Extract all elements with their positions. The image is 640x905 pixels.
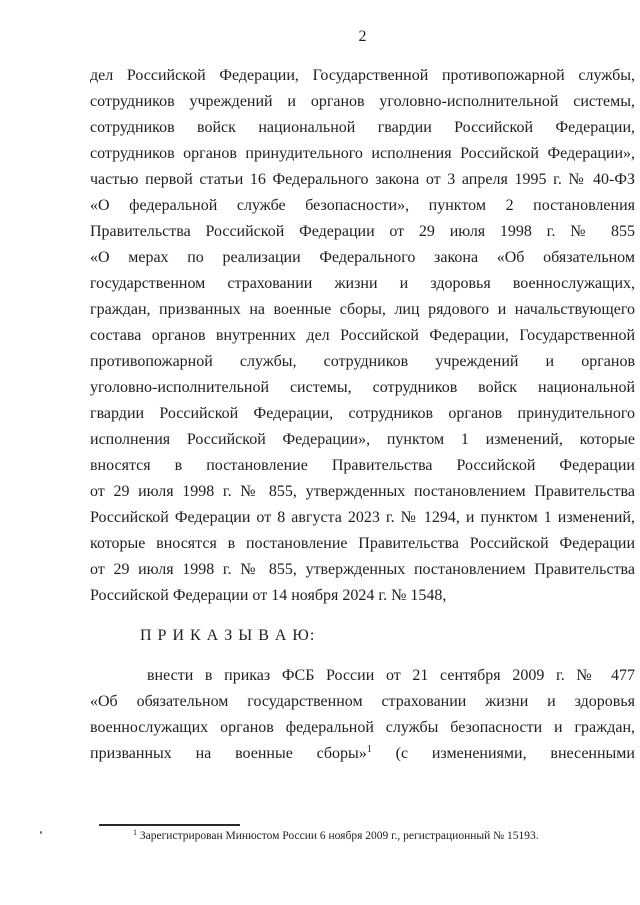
order-paragraph: [90, 663, 635, 767]
text-block: [90, 63, 635, 767]
body-line: государственном страховании жизни и здоровья военнослужащих,: [90, 275, 635, 292]
body-line: исполнения Российской Федерации», пунктом 1 изменений, которые: [90, 431, 635, 448]
body-line: «Об обязательном государственном страховании жизни и здоровья: [90, 693, 635, 710]
scan-artifact-dot: [40, 831, 42, 834]
body-line: противопожарной службы, сотрудников учреждений и органов: [90, 353, 635, 370]
body-line: Российской Федерации от 8 августа 2023 г. № 1294, и пунктом 1 изменений,: [90, 509, 635, 526]
body-line: сотрудников учреждений и органов уголовно-исполнительной системы,: [90, 93, 635, 110]
page-number: 2: [358, 28, 367, 45]
body-line: сотрудников войск национальной гвардии Российской Федерации,: [90, 119, 635, 136]
body-line: сотрудников органов принудительного исполнения Российской Федерации»,: [90, 145, 635, 162]
line-text: призванных на военные сборы»: [90, 745, 367, 762]
body-line: «О мерах по реализации Федерального закона «Об обязательном: [90, 249, 635, 266]
body-line: от 29 июля 1998 г. № 855, утвержденных постановлением Правительства: [90, 483, 635, 500]
footnote-ref-marker: 1: [366, 744, 372, 755]
body-line: Российской Федерации от 14 ноября 2024 г. № 1548,: [90, 587, 447, 604]
footnote-marker: 1: [133, 828, 137, 837]
body-line: Правительства Российской Федерации от 29 июля 1998 г. № 855: [90, 223, 635, 240]
body-line: которые вносятся в постановление Правительства Российской Федерации: [90, 535, 635, 552]
body-line: «О федеральной службе безопасности», пунктом 2 постановления: [90, 197, 635, 214]
body-line: военнослужащих органов федеральной службы безопасности и граждан,: [90, 719, 635, 736]
footnote: [90, 829, 640, 844]
body-line: граждан, призванных на военные сборы, лиц рядового и начальствующего: [90, 301, 635, 318]
line-text: (с изменениями, внесенными: [371, 745, 635, 762]
footnote-separator: [99, 824, 240, 826]
body-line: уголовно-исполнительной системы, сотрудников войск национальной: [90, 379, 635, 396]
body-line: состава органов внутренних дел Российской Федерации, Государственной: [90, 327, 635, 344]
footnote-text: Зарегистрирован Минюстом России 6 ноября 2009 г., регистрационный № 15193.: [139, 830, 539, 842]
body-line: гвардии Российской Федерации, сотрудников органов принудительного: [90, 405, 635, 422]
body-line-with-footnote-ref: [90, 741, 635, 767]
body-line: вносятся в постановление Правительства Российской Федерации: [90, 457, 635, 474]
body-line: от 29 июля 1998 г. № 855, утвержденных постановлением Правительства: [90, 561, 635, 578]
prikaz-keyword: П Р И К А З Ы В А Ю:: [140, 627, 316, 644]
body-line: дел Российской Федерации, Государственной противопожарной службы,: [90, 67, 635, 84]
body-line: внести в приказ ФСБ России от 21 сентября 2009 г. № 477: [147, 667, 635, 684]
body-line: частью первой статьи 16 Федерального закона от 3 апреля 1995 г. № 40-ФЗ: [90, 171, 635, 188]
